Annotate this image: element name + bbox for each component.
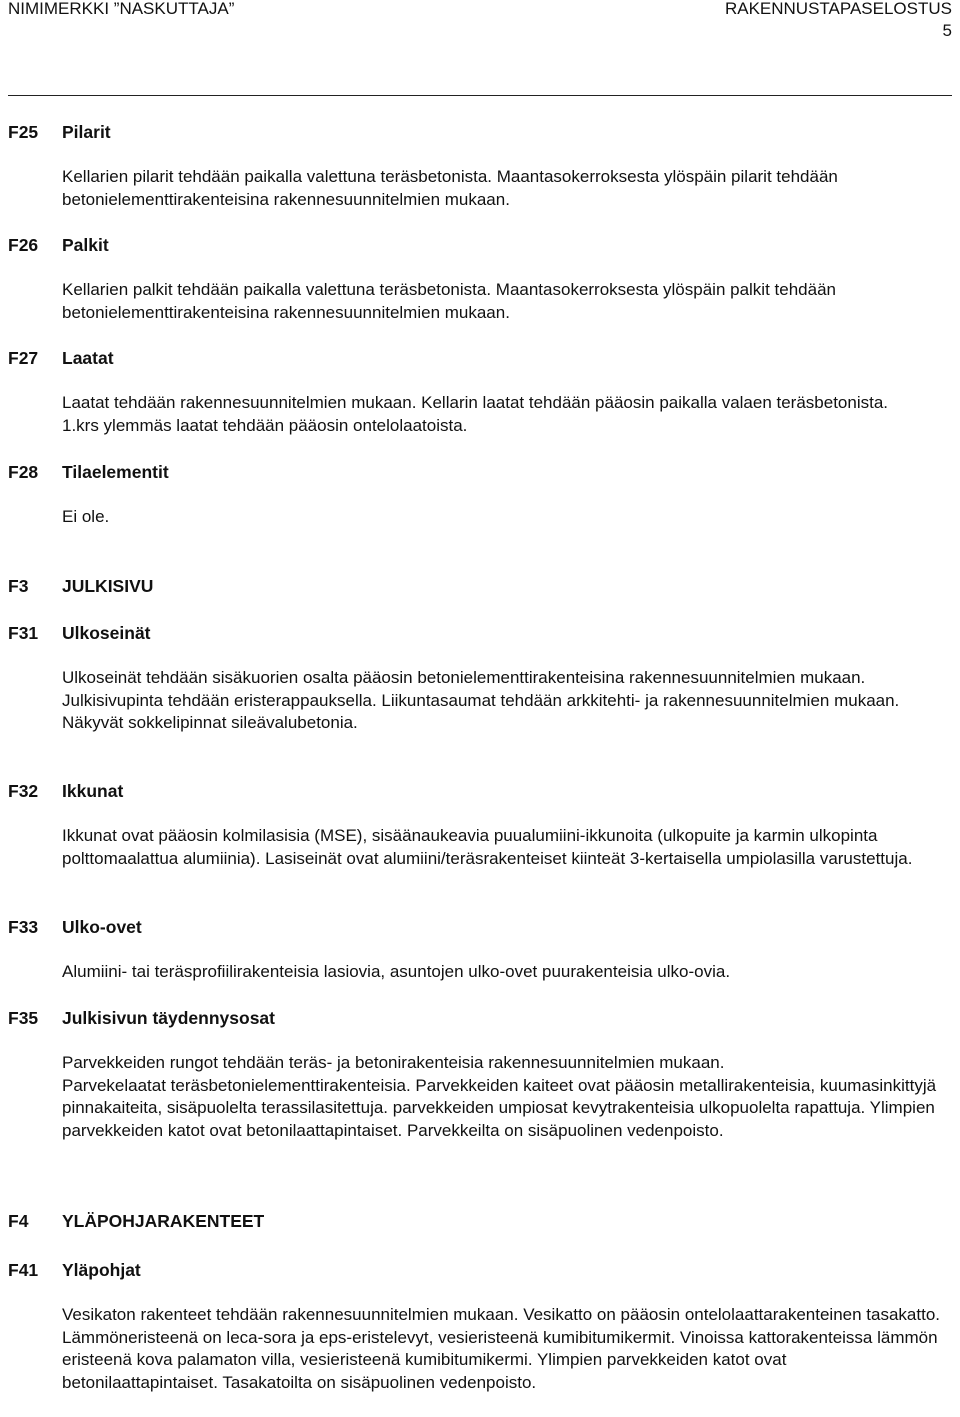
- section-text: Ei ole.: [62, 507, 110, 526]
- section-title: Pilarit: [62, 122, 111, 142]
- section-title: JULKISIVU: [62, 576, 154, 596]
- header-project-name: NIMIMERKKI ”NASKUTTAJA”: [8, 0, 235, 18]
- section-code: F4: [8, 1211, 29, 1231]
- page-header: [8, 0, 952, 48]
- header-divider: [8, 95, 952, 96]
- section-text: Parvekkeiden rungot tehdään teräs- ja betonirakenteisia rakennesuunnitelmien mukaan.: [62, 1053, 725, 1072]
- section-text-2: Näkyvät sokkelipinnat sileävalubetonia.: [62, 713, 358, 733]
- section-title: Ulko-ovet: [62, 917, 142, 937]
- section-code: F26: [8, 235, 39, 255]
- section-body: [62, 166, 892, 211]
- section-body: [62, 961, 932, 984]
- section-code: F28: [8, 462, 39, 482]
- section-body: [62, 1304, 947, 1394]
- section-text: Kellarien palkit tehdään paikalla valettuna teräsbetonista. Maantasokerroksesta ylöspäin palkit tehdään betonielementtirakenteisina rakennesuunnitelmien mukaan.: [62, 280, 836, 322]
- section-title: Laatat: [62, 348, 114, 368]
- section-text: Laatat tehdään rakennesuunnitelmien mukaan. Kellarin laatat tehdään pääosin paikalla valaen teräsbetonista. 1.krs ylemmäs laatat tehdään pääosin ontelolaatoista.: [62, 393, 889, 435]
- section-code: F3: [8, 576, 29, 596]
- section-body: [62, 667, 922, 735]
- section-body: [62, 506, 952, 529]
- section-text: Ulkoseinät tehdään sisäkuorien osalta pääosin betonielementtirakenteisina rakennesuunnitelmien mukaan. Julkisivupinta tehdään eristerappauksella. Liikuntasaumat tehdään arkkitehti- ja rakennesuunnitelmien mukaan.: [62, 668, 900, 710]
- section-title: Yläpohjat: [62, 1260, 141, 1280]
- section-text: Kellarien pilarit tehdään paikalla valettuna teräsbetonista. Maantasokerroksesta ylöspäin pilarit tehdään betonielementtirakenteisina rakennesuunnitelmien mukaan.: [62, 167, 838, 209]
- section-body: [62, 392, 892, 437]
- section-code: F41: [8, 1260, 39, 1280]
- section-title: Tilaelementit: [62, 462, 169, 482]
- section-text: Vesikaton rakenteet tehdään rakennesuunnitelmien mukaan. Vesikatto on pääosin ontelolaattarakenteinen tasakatto. Lämmöneristeenä on leca-sora ja eps-eristelevyt, vesieristeenä kumibitumikermit. Vinoissa kattorakenteissa lämmön eristeenä kova palamaton villa, vesieristeenä kumibitumikermi. Ylimpien parvekkeiden katot ovat betonilaattapintaiset. Tasakatoilta on sisäpuolinen vedenpoisto.: [62, 1305, 940, 1392]
- section-title: YLÄPOHJARAKENTEET: [62, 1211, 265, 1231]
- section-title: Palkit: [62, 235, 109, 255]
- section-body: [62, 825, 932, 870]
- section-code: F25: [8, 122, 39, 142]
- section-code: F32: [8, 781, 39, 801]
- section-body: [62, 279, 892, 324]
- section-code: F33: [8, 917, 39, 937]
- section-code: F35: [8, 1008, 39, 1028]
- section-text: Ikkunat ovat pääosin kolmilasisia (MSE), sisäänaukeavia puualumiini-ikkunoita (ulkopuite ja karmin ulkopinta polttomaalattua alumiinia). Lasiseinät ovat alumiini/teräsrakenteiset kiinteät 3-kertaisella umpiolasilla varustettuja.: [62, 826, 913, 868]
- section-text: Alumiini- tai teräsprofiilirakenteisia lasiovia, asuntojen ulko-ovet puurakenteisia ulko-ovia.: [62, 962, 731, 981]
- section-code: F27: [8, 348, 39, 368]
- section-code: F31: [8, 623, 39, 643]
- section-title: Ikkunat: [62, 781, 124, 801]
- section-title: Ulkoseinät: [62, 623, 151, 643]
- section-body: [62, 1052, 942, 1142]
- page-number: 5: [942, 21, 952, 40]
- header-document-title: RAKENNUSTAPASELOSTUS: [724, 0, 952, 18]
- section-title: Julkisivun täydennysosat: [62, 1008, 275, 1028]
- section-text-2: Parvekelaatat teräsbetonielementtirakenteisia. Parvekkeiden kaiteet ovat pääosin metallirakenteisia, kuumasinkittyjä pinnakaiteita, sisäpuolelta terassilasitettuja. parvekkeiden umpiosat kevytrakenteisia ulkopuolelta rapattuja. Ylimpien parvekkeiden katot ovat betonilaattapintaiset. Parvekkeilta on sisäpuolinen vedenpoisto.: [62, 1075, 937, 1140]
